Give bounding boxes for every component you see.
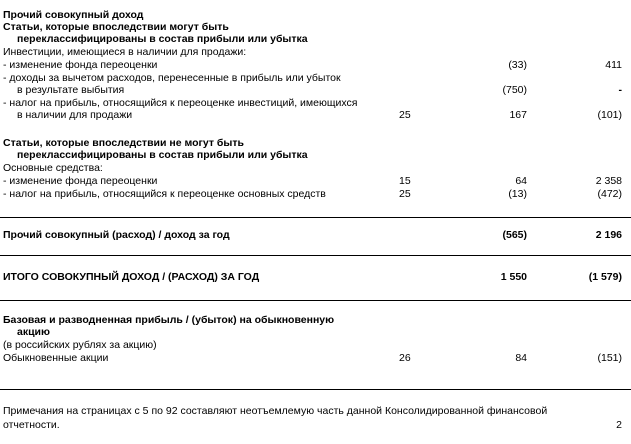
row-label-cont: в результате выбытия — [17, 84, 125, 96]
eps-heading: Базовая и разводненная прибыль / (убыток) на обыкновенную — [3, 314, 335, 326]
total-oci-label: Прочий совокупный (расход) / доход за год — [3, 229, 230, 241]
row-label: - изменение фонда переоценки — [3, 175, 158, 187]
total-ci-label: ИТОГО СОВОКУПНЫЙ ДОХОД / (РАСХОД) ЗА ГОД — [3, 271, 260, 283]
divider — [0, 300, 631, 301]
footer-note-cont: отчетности. — [3, 419, 60, 431]
section2-heading: Статьи, которые впоследствии не могут быть — [3, 137, 244, 149]
row-note: 25 — [399, 109, 411, 121]
divider — [0, 389, 631, 390]
page-number: 2 — [616, 419, 622, 431]
total-ci-value-2019: (1 579) — [588, 271, 622, 283]
row-value-2019: (151) — [597, 352, 622, 364]
section2-heading-cont: переклассифицированы в состав прибыли или убытка — [17, 149, 308, 161]
row-label: - налог на прибыль, относящийся к переоценке основных средств — [3, 188, 326, 200]
divider — [0, 255, 631, 256]
section2-subheading: Основные средства: — [3, 162, 103, 174]
section1-heading: Статьи, которые впоследствии могут быть — [3, 21, 229, 33]
section1-heading-cont: переклассифицированы в состав прибыли или убытка — [17, 33, 308, 45]
total-oci-value-2019: 2 196 — [595, 229, 622, 241]
row-value-2020: (750) — [502, 84, 527, 96]
row-value-2020: (33) — [508, 59, 527, 71]
eps-unit: (в российских рублях за акцию) — [3, 339, 157, 351]
row-label: - изменение фонда переоценки — [3, 59, 158, 71]
row-value-2019: - — [618, 84, 622, 96]
row-value-2020: (13) — [508, 188, 527, 200]
row-value-2019: 2 358 — [595, 175, 622, 187]
row-value-2020: 84 — [515, 352, 527, 364]
total-oci-value-2020: (565) — [502, 229, 527, 241]
row-label: Обыкновенные акции — [3, 352, 109, 364]
total-ci-value-2020: 1 550 — [500, 271, 527, 283]
divider — [0, 217, 631, 218]
row-note: 25 — [399, 188, 411, 200]
row-note: 15 — [399, 175, 411, 187]
row-label: - налог на прибыль, относящийся к переоценке инвестиций, имеющихся — [3, 97, 358, 109]
oci-title: Прочий совокупный доход — [3, 9, 144, 21]
footer-note: Примечания на страницах с 5 по 92 составляют неотъемлемую часть данной Консолидированной финансовой — [3, 405, 548, 417]
row-value-2019: 411 — [605, 59, 622, 71]
eps-heading-cont: акцию — [17, 326, 50, 338]
row-label: - доходы за вычетом расходов, перенесенные в прибыль или убыток — [3, 72, 341, 84]
row-value-2020: 167 — [509, 109, 527, 121]
section1-subheading: Инвестиции, имеющиеся в наличии для продажи: — [3, 46, 247, 58]
row-value-2019: (472) — [597, 188, 622, 200]
row-note: 26 — [399, 352, 411, 364]
row-label-cont: в наличии для продажи — [17, 109, 133, 121]
row-value-2019: (101) — [597, 109, 622, 121]
row-value-2020: 64 — [515, 175, 527, 187]
